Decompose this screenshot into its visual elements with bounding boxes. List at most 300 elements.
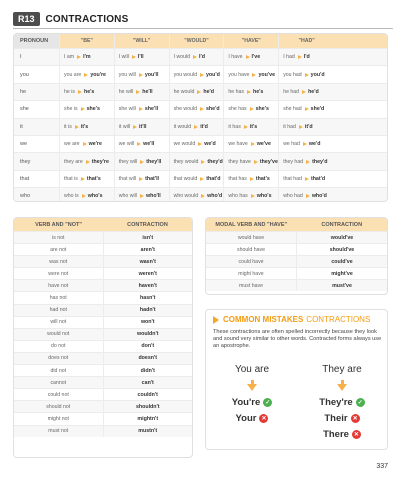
table-row: [14, 412, 192, 424]
wrong-their: Their ✕: [324, 412, 358, 424]
contraction-cell: [115, 188, 170, 202]
contracted-form: haven't: [138, 282, 157, 289]
contracted-form: he's: [83, 88, 95, 95]
arrow-right-icon: [139, 177, 143, 181]
full-form: that will: [118, 175, 137, 182]
full-form: he will: [118, 88, 134, 95]
arrow-right-icon: [254, 160, 258, 164]
full-form: she would: [173, 106, 197, 113]
contraction-cell: [60, 136, 115, 152]
contraction-cell: [115, 119, 170, 135]
contraction-cell: [170, 49, 225, 65]
contraction-cell: [279, 188, 334, 202]
arrow-right-icon: [86, 160, 90, 164]
full-form: that has: [228, 175, 247, 182]
contraction-cell: [279, 84, 334, 100]
arrow-right-icon: [201, 194, 205, 198]
contracted-form: should've: [329, 246, 355, 253]
pronoun-cell: she: [14, 101, 60, 117]
arrow-right-icon: [139, 73, 143, 77]
title-bold: COMMON MISTAKES: [223, 315, 304, 324]
contractions-table-body: [14, 48, 387, 202]
pronoun-cell: it: [14, 119, 60, 135]
full-form: he had: [283, 88, 300, 95]
table-row: [14, 83, 387, 100]
table-row: [14, 243, 192, 255]
verb-not-table-body: [14, 231, 192, 437]
full-form: they would: [173, 158, 199, 165]
contracted-form: weren't: [138, 270, 157, 277]
page-header: [13, 12, 393, 26]
check-icon: ✓: [357, 399, 363, 406]
contraction-cell: [115, 136, 170, 152]
contracted-form: I'd: [199, 54, 205, 61]
full-form: does not: [14, 353, 104, 364]
table-row: [206, 243, 387, 255]
contracted-form: shouldn't: [135, 403, 160, 410]
contraction-cell: [115, 66, 170, 82]
full-form: she has: [228, 106, 247, 113]
full-form: they are: [64, 158, 83, 165]
full-form: they will: [118, 158, 138, 165]
table-row: [206, 279, 387, 291]
arrow-right-icon: [247, 90, 251, 94]
full-form: I will: [118, 54, 129, 61]
they-are-column: [302, 362, 382, 442]
contracted-form: you'd: [310, 71, 325, 78]
contracted-form: we'd: [308, 141, 321, 148]
table-row: [14, 388, 192, 400]
arrow-right-icon: [251, 142, 255, 146]
table-row: [14, 425, 192, 437]
contracted-form: would've: [330, 234, 354, 241]
full-form: we had: [283, 141, 300, 148]
full-form: would not: [14, 329, 104, 340]
contraction-cell: [60, 119, 115, 135]
contraction-cell: [279, 49, 334, 65]
arrow-right-icon: [244, 125, 248, 129]
contracted-form: they're: [91, 158, 109, 165]
contraction-cell: [115, 49, 170, 65]
arrow-right-icon: [306, 160, 310, 164]
full-form: she had: [283, 106, 302, 113]
full-form: will not: [14, 317, 104, 328]
contracted-form: they've: [259, 158, 278, 165]
contraction-cell: [224, 49, 279, 65]
full-form: should have: [206, 244, 297, 255]
contracted-form: wasn't: [139, 258, 156, 265]
contraction-cell: [224, 153, 279, 169]
contracted-form: who's: [87, 193, 103, 200]
contraction-cell: [115, 171, 170, 187]
contracted-form: that's: [255, 175, 270, 182]
contracted-form: that'd: [206, 175, 221, 182]
pronoun-cell: you: [14, 66, 60, 82]
contracted-form: she's: [86, 106, 100, 113]
table-row: [14, 304, 192, 316]
contracted-form: we'd: [204, 141, 216, 148]
contracted-form: that'd: [310, 175, 326, 182]
full-form: could have: [206, 256, 297, 267]
arrow-right-icon: [306, 194, 310, 198]
contracted-form: didn't: [140, 367, 155, 374]
arrow-right-icon: [200, 107, 204, 111]
down-arrow-icon: [212, 376, 292, 394]
contraction-cell: [170, 66, 225, 82]
contraction-cell: [279, 101, 334, 117]
contracted-form: mightn't: [137, 415, 159, 422]
contraction-cell: [224, 171, 279, 187]
arrow-right-icon: [81, 177, 85, 181]
contraction-cell: [279, 136, 334, 152]
contracted-form: we've: [256, 141, 271, 148]
full-form: had not: [14, 305, 104, 316]
arrow-right-icon: [251, 194, 255, 198]
pronoun-cell: who: [14, 188, 60, 202]
contraction-cell: [115, 153, 170, 169]
you-are-column: [212, 362, 292, 426]
table-row: [14, 65, 387, 82]
table-row: [14, 135, 387, 152]
pronoun-cell: he: [14, 84, 60, 100]
arrow-right-icon: [140, 160, 144, 164]
table-row: [14, 267, 192, 279]
arrow-right-icon: [252, 73, 256, 77]
cross-icon: ✕: [261, 415, 267, 422]
contraction-cell: [60, 49, 115, 65]
full-form: it is: [64, 123, 72, 130]
full-form: did not: [14, 365, 104, 376]
contractions-table: [13, 33, 388, 202]
contracted-form: that'll: [145, 175, 160, 182]
contracted-form: must've: [332, 282, 352, 289]
full-form: might not: [14, 413, 104, 424]
full-form: we would: [173, 141, 196, 148]
full-form: you would: [173, 71, 197, 78]
contracted-form: couldn't: [137, 391, 158, 398]
arrow-right-icon: [201, 160, 205, 164]
table-row: [14, 376, 192, 388]
full-form: I would: [173, 54, 191, 61]
header-divider: [13, 28, 393, 29]
modal-have-table-header: [206, 218, 387, 231]
correct-youre: You're ✓: [231, 396, 271, 408]
full-form: must have: [206, 280, 297, 291]
full-form: would have: [206, 232, 297, 243]
table-row: [14, 118, 387, 135]
full-form: he has: [228, 88, 244, 95]
arrow-right-icon: [82, 194, 86, 198]
arrow-right-icon: [250, 107, 254, 111]
contracted-form: it's: [249, 123, 258, 130]
verb-not-table-header: [14, 218, 192, 231]
contracted-form: you'd: [205, 71, 220, 78]
verb-not-table: [13, 217, 193, 458]
table-row: [14, 352, 192, 364]
full-form: I am: [64, 54, 75, 61]
contracted-form: could've: [331, 258, 353, 265]
full-form: who had: [283, 193, 303, 200]
full-form: it will: [118, 123, 131, 130]
pronoun-cell: we: [14, 136, 60, 152]
contracted-form: won't: [140, 319, 155, 326]
contraction-cell: [170, 188, 225, 202]
full-form: who is: [64, 193, 79, 200]
arrow-right-icon: [140, 194, 144, 198]
full-form: I had: [283, 54, 295, 61]
contracted-form: he'd: [203, 88, 215, 95]
full-form: might have: [206, 268, 297, 279]
contracted-form: they'll: [146, 158, 162, 165]
down-arrow-icon: [302, 376, 382, 394]
arrow-right-icon: [136, 90, 140, 94]
table-row: [14, 231, 192, 243]
common-mistakes-text: These contractions are often spelled incorrectly because they look and sound very similar to other words. Contracted forms always use an apostrophe.: [213, 329, 382, 349]
full-form: they have: [228, 158, 251, 165]
contraction-cell: [224, 66, 279, 82]
contracted-form: you're: [90, 71, 106, 78]
table-row: [14, 400, 192, 412]
common-mistakes-title: [213, 315, 370, 324]
table-row: [206, 267, 387, 279]
check-icon: ✓: [265, 399, 271, 406]
table-row: [14, 279, 192, 291]
contraction-cell: [60, 188, 115, 202]
contraction-cell: [224, 84, 279, 100]
full-form: cannot: [14, 377, 104, 388]
header-contraction: CONTRACTION: [321, 221, 363, 228]
common-mistakes-panel: [205, 309, 388, 450]
table-row: [14, 170, 387, 187]
full-form: he would: [173, 88, 195, 95]
full-form: she is: [64, 106, 78, 113]
full-form: you had: [283, 71, 302, 78]
table-row: [206, 255, 387, 267]
contracted-form: it'll: [139, 123, 147, 130]
page-title: CONTRACTIONS: [45, 13, 129, 25]
header-have: "HAVE": [224, 34, 279, 48]
contraction-cell: [60, 153, 115, 169]
arrow-right-icon: [81, 107, 85, 111]
arrow-right-icon: [305, 73, 309, 77]
wrong-your: Your ✕: [235, 412, 267, 424]
contractions-table-header: [14, 34, 387, 48]
contracted-form: he's: [252, 88, 264, 95]
full-form: you are: [64, 71, 82, 78]
full-form: that is: [64, 175, 78, 182]
contracted-form: I'll: [137, 54, 144, 61]
cross-icon: ✕: [353, 431, 359, 438]
contracted-form: isn't: [142, 234, 154, 241]
header-will: "WILL": [115, 34, 170, 48]
table-row: [14, 187, 387, 202]
arrow-right-icon: [302, 90, 306, 94]
arrow-right-icon: [197, 90, 201, 94]
full-form: could not: [14, 389, 104, 400]
arrow-right-icon: [305, 107, 309, 111]
contracted-form: might've: [331, 270, 353, 277]
arrow-right-icon: [75, 125, 79, 129]
full-form: must not: [14, 426, 104, 437]
contracted-form: he'll: [142, 88, 153, 95]
contracted-form: doesn't: [138, 355, 158, 362]
pronoun-cell: that: [14, 171, 60, 187]
contracted-form: they'd: [207, 158, 223, 165]
header-contraction: CONTRACTION: [127, 221, 168, 228]
contracted-form: she'd: [310, 106, 325, 113]
header-pronoun: PRONOUN: [14, 34, 60, 48]
arrow-right-icon: [194, 125, 198, 129]
full-form: we will: [118, 141, 135, 148]
arrow-right-icon: [139, 107, 143, 111]
table-row: [14, 316, 192, 328]
contraction-cell: [115, 101, 170, 117]
table-row: [14, 255, 192, 267]
arrow-right-icon: [303, 142, 307, 146]
arrow-right-icon: [299, 125, 303, 129]
contraction-cell: [170, 171, 225, 187]
triangle-icon: [213, 316, 219, 324]
contracted-form: can't: [141, 379, 154, 386]
contracted-form: that's: [86, 175, 101, 182]
arrow-right-icon: [77, 55, 81, 59]
arrow-right-icon: [298, 55, 302, 59]
contracted-form: she'd: [205, 106, 220, 113]
full-form: is not: [14, 232, 104, 243]
table-row: [14, 100, 387, 117]
table-row: [206, 231, 387, 243]
arrow-right-icon: [78, 90, 82, 94]
full-form: that had: [283, 175, 302, 182]
full-form: it had: [283, 123, 296, 130]
contracted-form: mustn't: [138, 428, 158, 435]
full-form: it would: [173, 123, 192, 130]
full-form: he is: [64, 88, 75, 95]
table-row: [14, 328, 192, 340]
contracted-form: it'd: [304, 123, 313, 130]
correct-theyre: They're ✓: [319, 396, 363, 408]
contraction-cell: [170, 84, 225, 100]
contracted-form: wouldn't: [136, 331, 159, 338]
contracted-form: who'd: [311, 193, 327, 200]
header-modal-have: MODAL VERB AND "HAVE": [215, 221, 288, 228]
arrow-right-icon: [200, 73, 204, 77]
arrow-right-icon: [200, 177, 204, 181]
contraction-cell: [224, 119, 279, 135]
contracted-form: I'm: [83, 54, 91, 61]
full-form: we have: [228, 141, 248, 148]
table-row: [14, 48, 387, 65]
arrow-right-icon: [250, 177, 254, 181]
contraction-cell: [60, 66, 115, 82]
arrow-right-icon: [305, 177, 309, 181]
contraction-cell: [170, 119, 225, 135]
contraction-cell: [224, 101, 279, 117]
contracted-form: hadn't: [139, 307, 156, 314]
arrow-right-icon: [137, 142, 141, 146]
contracted-form: it's: [80, 123, 89, 130]
table-row: [14, 152, 387, 169]
contraction-cell: [279, 153, 334, 169]
full-form: you will: [118, 71, 136, 78]
full-form: you have: [228, 71, 250, 78]
full-form: who has: [228, 193, 248, 200]
full-form: was not: [14, 256, 104, 267]
full-form: should not: [14, 401, 104, 412]
contraction-cell: [279, 171, 334, 187]
wrong-there: There ✕: [323, 428, 359, 440]
full-form: we are: [64, 141, 80, 148]
contraction-cell: [224, 136, 279, 152]
contraction-cell: [60, 101, 115, 117]
full-form: I have: [228, 54, 243, 61]
full-form: they had: [283, 158, 304, 165]
arrow-right-icon: [193, 55, 197, 59]
contracted-form: I've: [251, 54, 261, 61]
contraction-cell: [279, 119, 334, 135]
contracted-form: we'll: [143, 141, 155, 148]
full-form: do not: [14, 341, 104, 352]
contracted-form: I'd: [303, 54, 310, 61]
pronoun-cell: they: [14, 153, 60, 169]
contracted-form: who'll: [145, 193, 161, 200]
arrow-right-icon: [246, 55, 250, 59]
contracted-form: we're: [88, 141, 102, 148]
contraction-cell: [170, 153, 225, 169]
modal-have-table: [205, 217, 388, 295]
contraction-cell: [279, 66, 334, 82]
contraction-cell: [224, 188, 279, 202]
contracted-form: hasn't: [140, 295, 156, 302]
contracted-form: they'd: [312, 158, 328, 165]
phrase-they-are: They are: [322, 363, 362, 375]
contraction-cell: [170, 136, 225, 152]
arrow-right-icon: [83, 142, 87, 146]
contracted-form: she'll: [144, 106, 159, 113]
header-would: "WOULD": [170, 34, 225, 48]
full-form: have not: [14, 280, 104, 291]
header-verb-not: VERB AND "NOT": [35, 221, 82, 228]
full-form: who will: [118, 193, 137, 200]
cross-icon: ✕: [352, 415, 358, 422]
contraction-cell: [60, 171, 115, 187]
full-form: that would: [173, 175, 198, 182]
full-form: she will: [118, 106, 136, 113]
page-number: 337: [376, 463, 388, 470]
header-had: "HAD": [298, 38, 315, 44]
contracted-form: you've: [258, 71, 276, 78]
table-row: [14, 340, 192, 352]
phrase-you-are: You are: [234, 363, 270, 375]
table-row: [14, 364, 192, 376]
full-form: it has: [228, 123, 241, 130]
arrow-right-icon: [198, 142, 202, 146]
arrow-right-icon: [133, 125, 137, 129]
contracted-form: it'd: [200, 123, 208, 130]
full-form: who would: [173, 193, 199, 200]
contracted-form: aren't: [140, 246, 155, 253]
pronoun-cell: I: [14, 49, 60, 65]
contracted-form: who's: [256, 193, 272, 200]
contracted-form: he'd: [308, 88, 319, 95]
contraction-cell: [170, 101, 225, 117]
full-form: are not: [14, 244, 104, 255]
title-rest: CONTRACTIONS: [306, 315, 371, 324]
table-row: [14, 291, 192, 303]
contracted-form: she's: [255, 106, 269, 113]
full-form: has not: [14, 292, 104, 303]
arrow-right-icon: [84, 73, 88, 77]
